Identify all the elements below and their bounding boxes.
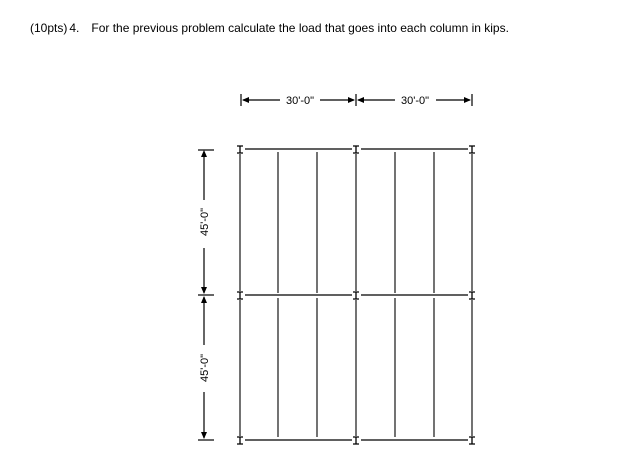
question-number: 4.: [69, 21, 80, 35]
bay-depth-label-2: 45'-0": [199, 353, 211, 383]
bay-depth-label-1: 45'-0": [199, 207, 211, 237]
column-icon: [469, 437, 475, 444]
column-icon: [469, 292, 475, 299]
question-text: For the previous problem calculate the load that goes into each column in kips.: [91, 21, 509, 35]
column-icon: [237, 437, 243, 444]
column-icon: [469, 146, 475, 153]
column-icon: [353, 146, 359, 153]
column-icon: [237, 292, 243, 299]
column-icon: [237, 146, 243, 153]
dimension-arrowheads: [201, 97, 471, 439]
column-icon: [353, 292, 359, 299]
column-icon: [353, 437, 359, 444]
bay-width-label-1: 30'-0": [285, 95, 315, 107]
bay-width-label-2: 30'-0": [400, 95, 430, 107]
question-points: (10pts): [30, 21, 68, 35]
top-dimension-line: [241, 94, 472, 106]
left-dimension-line: [198, 150, 214, 440]
